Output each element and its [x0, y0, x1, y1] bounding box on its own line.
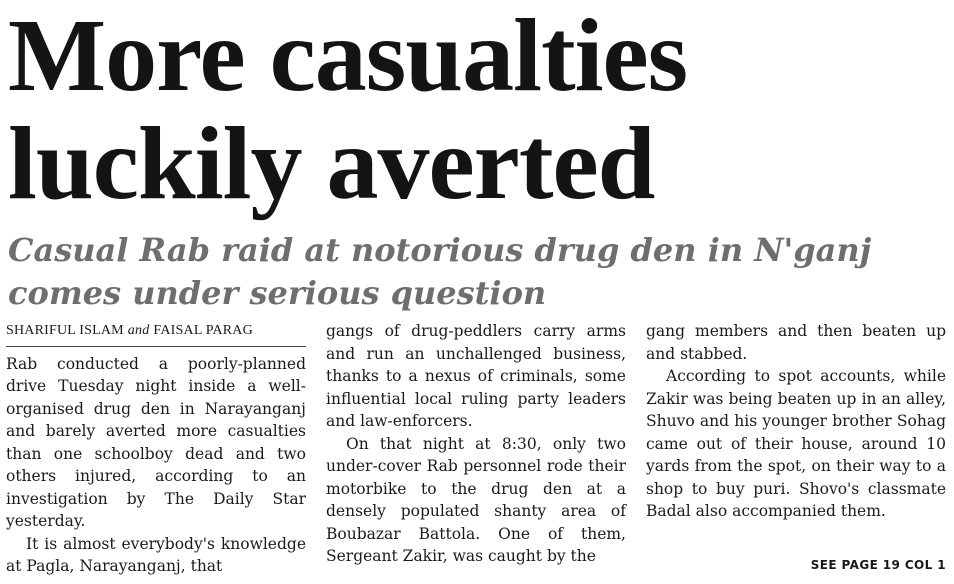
paragraph: On that night at 8:30, only two under-cover Rab personnel rode their motorbike to the drug den at a densely populated shanty area of Boubazar Battola. One of them, Sergeant Zakir, was caught by the [326, 434, 626, 565]
headline [8, 0, 948, 221]
subheadline [8, 229, 948, 315]
article-body [6, 320, 946, 582]
article-column-1 [6, 320, 306, 582]
article-column-3 [646, 320, 946, 582]
headline-line-2: luckily averted [8, 106, 655, 221]
paragraph: gangs of drug-peddlers carry arms and run an unchallenged business, thanks to a nexus of criminals, some influential local ruling party leaders and law-enforcers. [326, 322, 626, 430]
subheadline-line-2: comes under serious question [8, 274, 547, 312]
paragraph: According to spot accounts, while Zakir was being beaten up in an alley, Shuvo and his younger brother Sohag came out of their house, around 10 yards from the spot, on their way to a shop to buy puri. Shovo's classmate Badal also accompanied them. [646, 367, 946, 520]
article-column-2 [326, 320, 626, 582]
continuation-jump-line: SEE PAGE 19 COL 1 [810, 558, 946, 572]
byline-author-2: FAISAL PARAG [153, 323, 253, 338]
paragraph: gang members and then beaten up and stabbed. [646, 322, 946, 363]
subheadline-line-1: Casual Rab raid at notorious drug den in N'ganj [8, 231, 872, 269]
byline-conjunction: and [127, 323, 150, 338]
paragraph: It is almost everybody's knowledge at Pagla, Narayanganj, that [6, 534, 306, 575]
paragraph: Rab conducted a poorly-planned drive Tuesday night inside a well-organised drug den in Narayanganj and barely averted more casualties than one schoolboy dead and two others injured, according to an investigation by The Daily Star yesterday. [6, 354, 306, 530]
headline-line-1: More casualties [8, 0, 688, 113]
byline-author-1: SHARIFUL ISLAM [6, 323, 124, 338]
byline [6, 320, 306, 347]
